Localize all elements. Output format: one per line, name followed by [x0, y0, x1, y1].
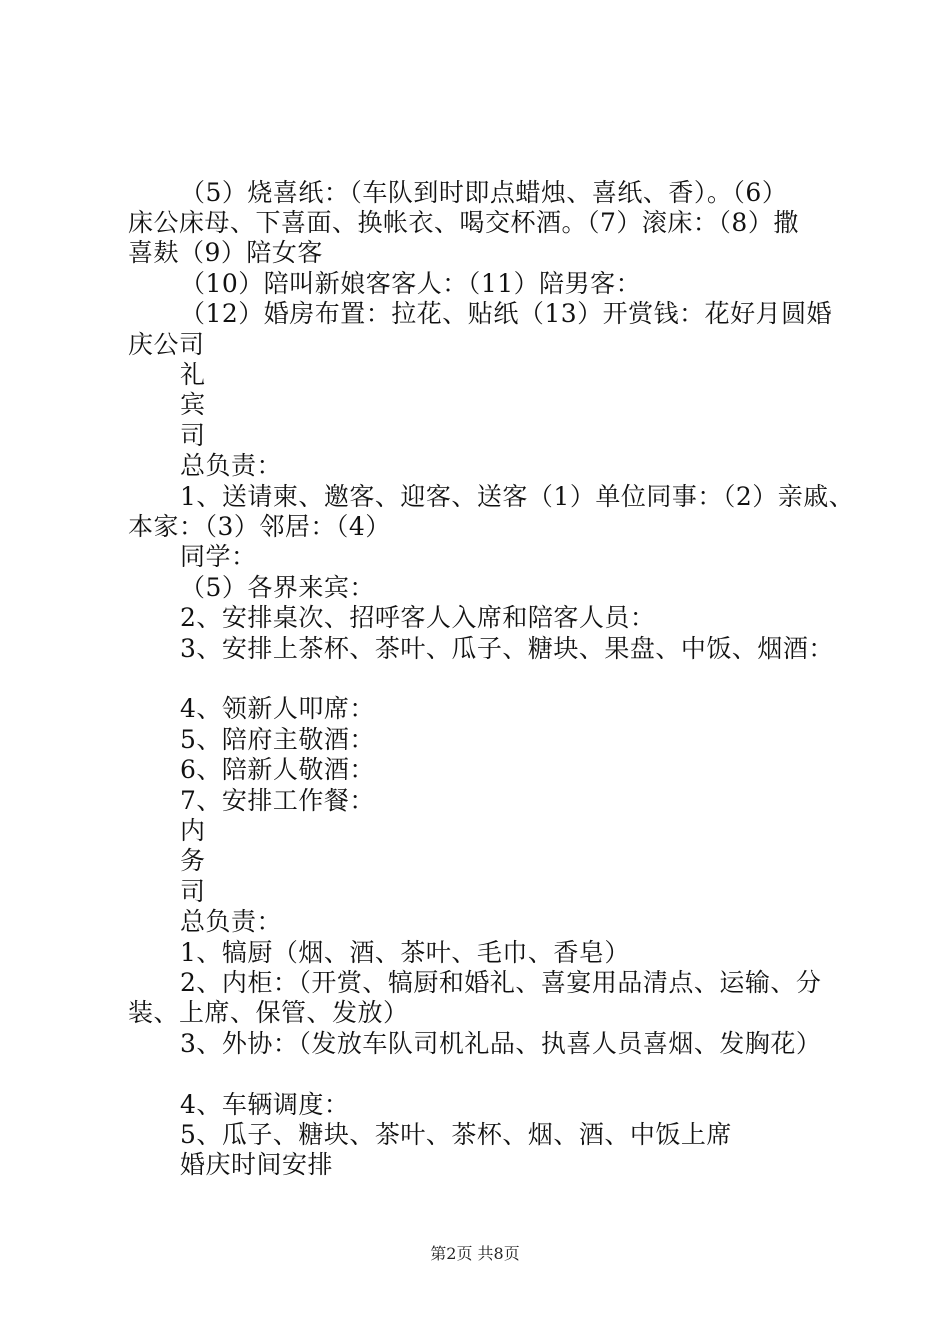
section-heading-char: 礼 [180, 360, 206, 389]
paragraph-line: 4、领新人叩席： [180, 694, 375, 723]
paragraph-line: 4、车辆调度： [180, 1090, 350, 1119]
paragraph-line: 庆公司 [128, 330, 205, 359]
paragraph-line: （5）各界来宾： [180, 573, 375, 602]
paragraph-line: 1、送请柬、邀客、迎客、送客（1）单位同事：（2）亲戚、 [180, 482, 855, 511]
paragraph-line: 婚庆时间安排 [180, 1150, 334, 1179]
section-heading-char: 内 [180, 816, 206, 845]
paragraph-line: 7、安排工作餐： [180, 786, 375, 815]
paragraph-line: 3、外协：（发放车队司机礼品、执喜人员喜烟、发胸花） [180, 1029, 822, 1058]
section-heading-char: 司 [180, 421, 206, 450]
paragraph-line: 2、安排桌次、招呼客人入席和陪客人员： [180, 603, 656, 632]
paragraph-line: 本家：（3）邻居：（4） [128, 512, 391, 541]
section-heading-char: 宾 [180, 390, 206, 419]
paragraph-line: 5、陪府主敬酒： [180, 725, 375, 754]
page-footer: 第2页 共8页 [430, 1244, 520, 1263]
paragraph-line: 同学： [180, 542, 257, 571]
paragraph-line: 总负责： [180, 451, 283, 480]
paragraph-line: 5、瓜子、糖块、茶叶、茶杯、烟、酒、中饭上席 [180, 1120, 732, 1149]
section-heading-char: 司 [180, 877, 206, 906]
paragraph-line: 总负责： [180, 907, 283, 936]
paragraph-line: （12）婚房布置：拉花、贴纸（13）开赏钱：花好月圆婚 [180, 299, 833, 328]
paragraph-line: 喜麸（9）陪女客 [128, 238, 323, 267]
paragraph-line: 3、安排上茶杯、茶叶、瓜子、糖块、果盘、中饭、烟酒： [180, 634, 834, 663]
paragraph-line: 2、内柜：（开赏、犒厨和婚礼、喜宴用品清点、运输、分 [180, 968, 822, 997]
paragraph-line: 1、犒厨（烟、酒、茶叶、毛巾、香皂） [180, 938, 630, 967]
paragraph-line: 床公床母、下喜面、换帐衣、喝交杯酒。（7）滚床：（8）撒 [128, 208, 799, 237]
paragraph-line: （10）陪叫新娘客客人：（11）陪男客： [180, 269, 642, 298]
section-heading-char: 务 [180, 846, 206, 875]
paragraph-line: 6、陪新人敬酒： [180, 755, 375, 784]
paragraph-line: 装、上席、保管、发放） [128, 998, 409, 1027]
paragraph-line: （5）烧喜纸：（车队到时即点蜡烛、喜纸、香）。（6） [180, 178, 788, 207]
